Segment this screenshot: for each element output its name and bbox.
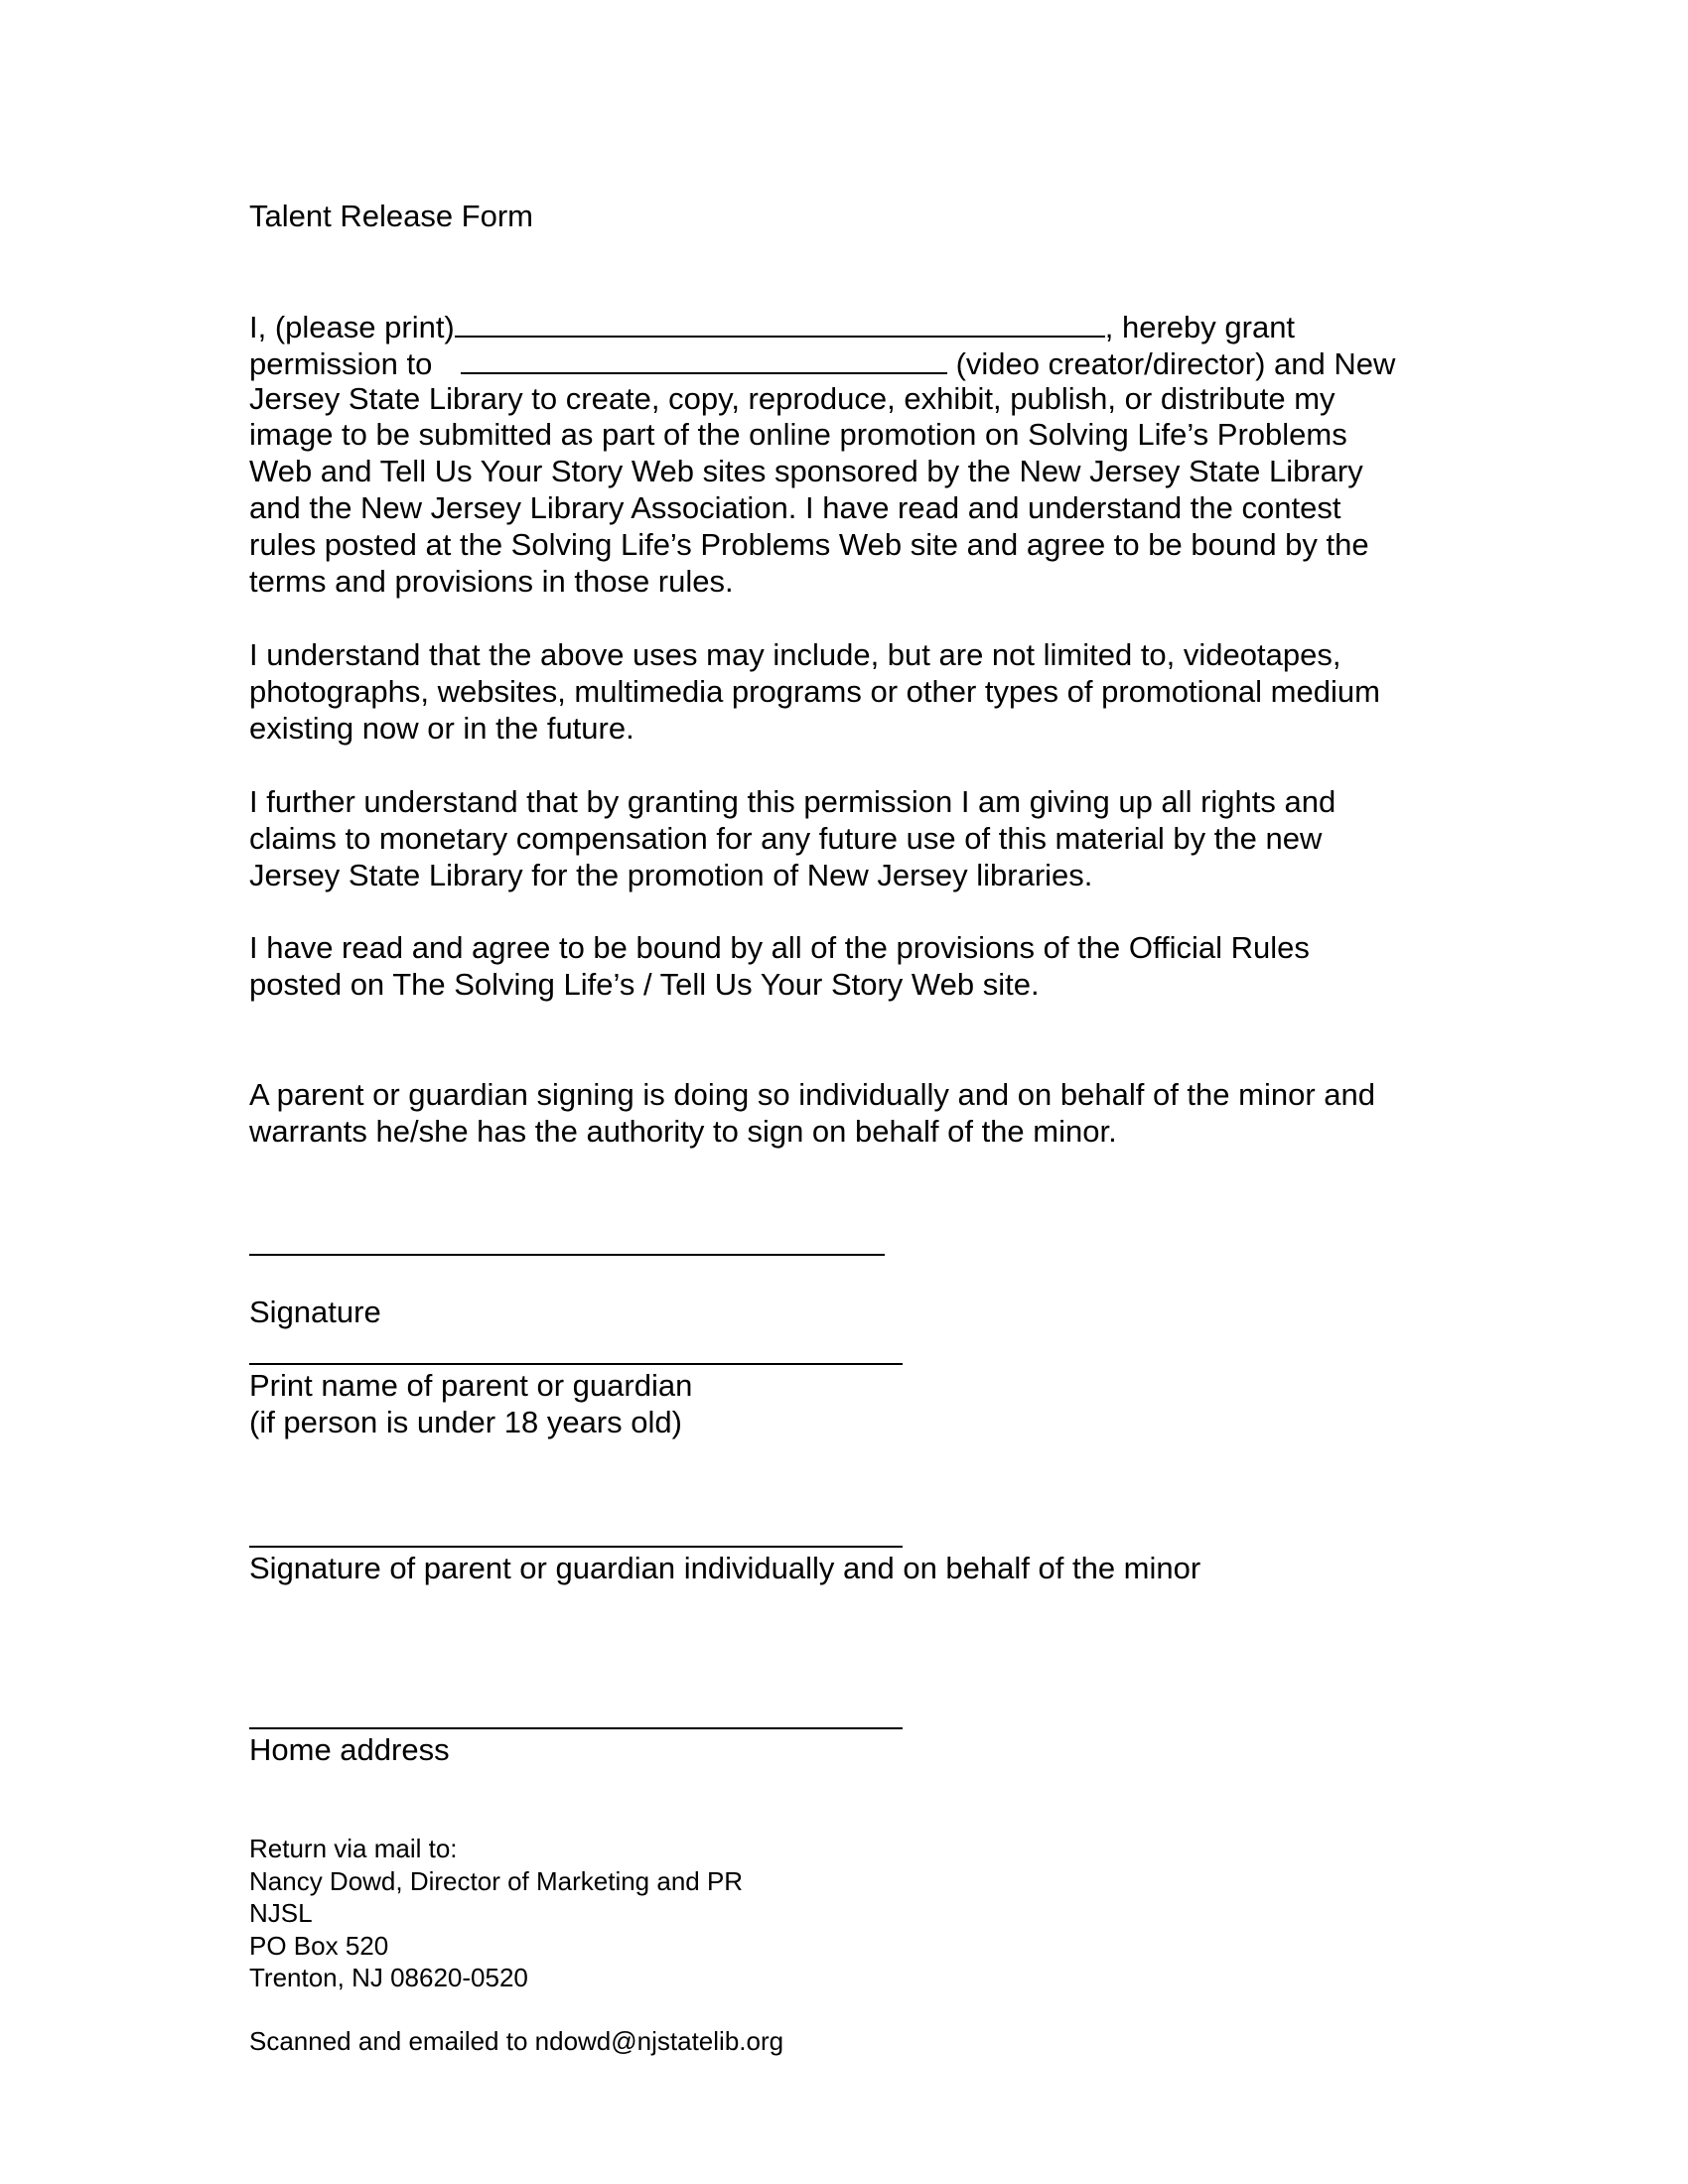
contact-name: Nancy Dowd, Director of Marketing and PR — [249, 1865, 744, 1896]
hereby-grant-text: , hereby grant — [1104, 310, 1296, 344]
paragraph-line: terms and provisions in those rules. — [249, 563, 734, 599]
signature-label: Signature — [249, 1295, 381, 1329]
paragraph-line: claims to monetary compensation for any future use of this material by the new — [249, 820, 1323, 856]
please-print-label: I, (please print) — [249, 310, 455, 344]
grant-line-2 — [249, 344, 1441, 381]
paragraph-line: rules posted at the Solving Life’s Problems Web site and agree to be bound by the — [249, 526, 1369, 562]
po-box: PO Box 520 — [249, 1930, 389, 1961]
signature-line[interactable] — [249, 1254, 885, 1256]
organization: NJSL — [249, 1898, 313, 1928]
paragraph-line: posted on The Solving Life’s / Tell Us Your Story Web site. — [249, 966, 1040, 1002]
paragraph-line: Jersey State Library to create, copy, reproduce, exhibit, publish, or distribute my — [249, 380, 1336, 416]
rights-paragraph — [249, 784, 1441, 893]
grant-paragraph — [249, 308, 1441, 600]
paragraph-line: photographs, websites, multimedia programs or other types of promotional medium — [249, 673, 1380, 709]
print-name-guardian-note: (if person is under 18 years old) — [249, 1405, 682, 1439]
print-name-guardian-label: Print name of parent or guardian — [249, 1368, 693, 1403]
guardian-signature-label: Signature of parent or guardian individually and on behalf of the minor — [249, 1551, 1201, 1585]
paragraph-line: existing now or in the future. — [249, 710, 634, 746]
email-return-info: Scanned and emailed to ndowd@njstatelib.org — [249, 2026, 784, 2056]
paragraph-line: I have read and agree to be bound by all of the provisions of the Official Rules — [249, 930, 1310, 965]
return-mail-info — [249, 1833, 743, 1994]
home-address-line[interactable] — [249, 1727, 903, 1729]
paragraph-line: warrants he/she has the authority to sign on behalf of the minor. — [249, 1113, 1117, 1149]
paragraph-line: image to be submitted as part of the online promotion on Solving Life’s Problems — [249, 417, 1347, 453]
paragraph-line: A parent or guardian signing is doing so individually and on behalf of the minor and — [249, 1077, 1375, 1112]
print-name-guardian-line[interactable] — [249, 1363, 903, 1365]
paragraph-line: and the New Jersey Library Association. I have read and understand the contest — [249, 489, 1341, 525]
rules-paragraph — [249, 930, 1441, 1004]
home-address-label: Home address — [249, 1732, 450, 1767]
video-creator-blank[interactable] — [461, 344, 947, 374]
grant-line-1 — [249, 308, 1441, 344]
permission-to-label: permission to — [249, 345, 441, 381]
paragraph-line: Web and Tell Us Your Story Web sites sponsored by the New Jersey State Library — [249, 454, 1363, 489]
guardian-paragraph — [249, 1077, 1441, 1151]
document-title: Talent Release Form — [249, 199, 534, 233]
uses-paragraph — [249, 637, 1441, 747]
paragraph-line: I further understand that by granting this permission I am giving up all rights and — [249, 784, 1336, 819]
print-name-blank[interactable] — [455, 308, 1105, 338]
paragraph-line: I understand that the above uses may include, but are not limited to, videotapes, — [249, 637, 1341, 672]
return-via-mail-label: Return via mail to: — [249, 1834, 458, 1863]
guardian-signature-line[interactable] — [249, 1546, 903, 1548]
video-creator-text: (video creator/director) and New — [946, 345, 1396, 381]
paragraph-line: Jersey State Library for the promotion of New Jersey libraries. — [249, 857, 1093, 892]
city-state-zip: Trenton, NJ 08620-0520 — [249, 1963, 528, 1992]
